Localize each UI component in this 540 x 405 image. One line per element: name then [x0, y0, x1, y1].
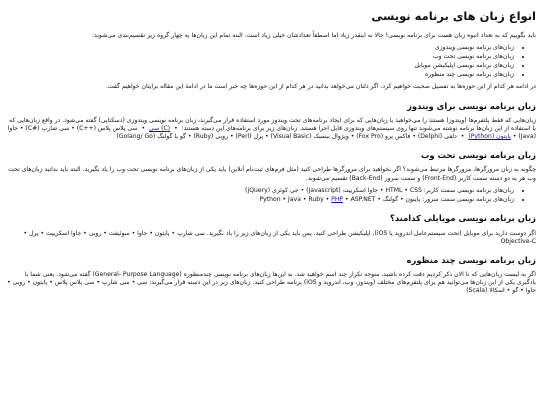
back-end-languages-pre: پایتون • گولنگ • Python • Java • Ruby •: [259, 195, 421, 203]
mobile-heading: زبان برنامه نویسی موبایلی کدامند؟: [389, 213, 536, 224]
python-link[interactable]: پایتون (Python): [468, 133, 511, 141]
back-end-label: زبان‌های برنامه نویسی سمت سرور:: [422, 195, 514, 203]
list-item: [4, 187, 514, 196]
windows-paragraph: زبان‌هایی که فقط پلتفرم‌ها (ویندوز) هستند را می‌خواهید یا زبان‌هایی که برای ایجاد برنامه‌های تحت ویندوز مورد استفاده قرار می‌گیرند، زبان برنامه نویسی ویندوزی (دسکتاپی) گفته می‌شود. در واقع زبان‌هایی که با استفاده از این زبان‌ها برنامه نوشته می‌شوند تنها روی سیستم‌های ویندوزی قابل اجرا هستند. زبان‌های زیر برای برنامه‌های این دسته هستند: • (C) سی • سی پلاس پلاس (++C) • سی شارپ (#C) • جاوا (Java) • پایتون (Python) • دلفی (Delphi) • فاکس پرو (Fox Pro) • ویژوال بیسیک (Visual Basic) • پرل (Perl) • روبی (Ruby) • گو یا گولنگ (Golang/ Go): [7, 116, 536, 141]
intro-paragraph: باید بگوییم که به تعداد انبوه زبان هست برای برنامه نویسی! حالا نه اینقدر زیاد اما اصطفاً تعدادشان خیلی زیاد است. البته تمام این زبان‌ها به چهار گروه زیر تقسیم‌بندی می‌شوند:: [91, 31, 536, 39]
general-heading: زبان برنامه نویسی چند منظوره: [406, 254, 536, 265]
list-item: • زبان‌های برنامه نویسی تحت وب: [4, 53, 514, 62]
windows-languages-mid: سی پلاس پلاس (++C) • سی شارپ (#C) • جاوا (Java) •: [7, 124, 536, 141]
web-heading: زبان برنامه نویسی تحت وب: [420, 150, 536, 161]
windows-text: زبان‌هایی که فقط پلتفرم‌ها (ویندوز) هستند را می‌خواهید یا زبان‌هایی که برای ایجاد برنامه‌های تحت ویندوز مورد استفاده قرار می‌گیرند، زبان برنامه نویسی ویندوزی (دسکتاپی) گفته می‌شود. در واقع زبان‌هایی که با استفاده از این زبان‌ها برنامه نوشته می‌شوند تنها روی سیستم‌های ویندوزی قابل اجرا هستند. زبان‌های زیر برای برنامه‌های این دسته هستند:: [9, 116, 536, 132]
list-item: • زبان‌های برنامه نویسی اپلیکیشن موبایل: [4, 62, 514, 71]
front-end-languages: HTML • CSS • جاوا اسکریپت (Javascript) • جی کوئری (jQuery): [245, 186, 422, 194]
intro-after-paragraph: در ادامه هر کدام از این حوزه‌ها به تفصیل صحبت خواهیم کرد. اگر دلتان می‌خواهد بدانید در هر کدام از این حوزه‌ها چه خبر است ما در ادامهٔ این مقاله برایتان خواهیم گفت.: [106, 83, 536, 91]
back-end-languages-post: • ASP.NET: [345, 195, 376, 203]
c-language-link[interactable]: (C) سی: [149, 124, 171, 132]
front-end-label: زبان‌های برنامه نویسی سمت کاربر:: [423, 186, 514, 194]
category-list: [4, 44, 536, 79]
general-paragraph: اگر به لیست زبان‌هایی که تا الان ذکر کردیم دقت کرده باشید، متوجه تکرار چند اسم خواهید شد. به این‌ها زبان‌های برنامه نویسی چندمنظوره (General- Purpose Language) گفته می‌شود. یعنی شما با یادگیری یکی از این زبان‌ها می‌توانید هم برای پلتفرم‌های مختلف (ویندوز، وب، اندروید و iOS) برنامه طراحی کنید. زبان‌های زیر در این دسته قرار می‌گیرند: سی • سی شارپ • سی پلاس پلاس • پایتون • روبی • جاوا • گو • اسکالا (Scala): [6, 271, 536, 295]
windows-languages-end: دلفی (Delphi) • فاکس پرو (Fox Pro) • ویژوال بیسیک (Visual Basic) • پرل (Perl) • روبی (Ruby) • گو یا گولنگ (Golang/ Go): [116, 133, 457, 141]
windows-heading: زبان برنامه نویسی برای ویندوز: [407, 100, 536, 111]
web-list: [4, 187, 536, 205]
php-link[interactable]: PHP: [331, 195, 344, 203]
page-title: انواع زبان های برنامه نویسی: [371, 9, 536, 23]
web-paragraph: چگونه به زبان مرورگرها، مرورگرها مرتبط می‌شوند؟ اگر بخواهید برای مرورگرها طراحی کنید (مثل فرم‌های ثبت‌نام آنلاین) باید یکی از زبان‌های برنامه نویسی تحت وب را یاد بگیرید. البته باید بدانید زبان‌های تحت وب هر یه دو دسته سمت کاربر (Front-End) و سمت سرور (Back-End) تقسیم می‌شوند.: [8, 166, 536, 182]
list-item: [4, 196, 514, 205]
mobile-paragraph: اگر دوست دارید برای موبایل (تحت سیستم‌عامل اندروید یا iOS)، اپلیکیشن طراحی کنید، پس باید یکی از زبان‌های زیر را یاد بگیرید. سی شارپ • پایتون • جاوا • سوئیفت • روبی • جاوا اسکریپت • پرل • Objective-C: [23, 229, 536, 245]
list-item: • زبان‌های برنامه نویسی چند منظوره: [4, 71, 514, 80]
list-item: • زبان‌های برنامه نویسی ویندوزی: [4, 44, 514, 53]
